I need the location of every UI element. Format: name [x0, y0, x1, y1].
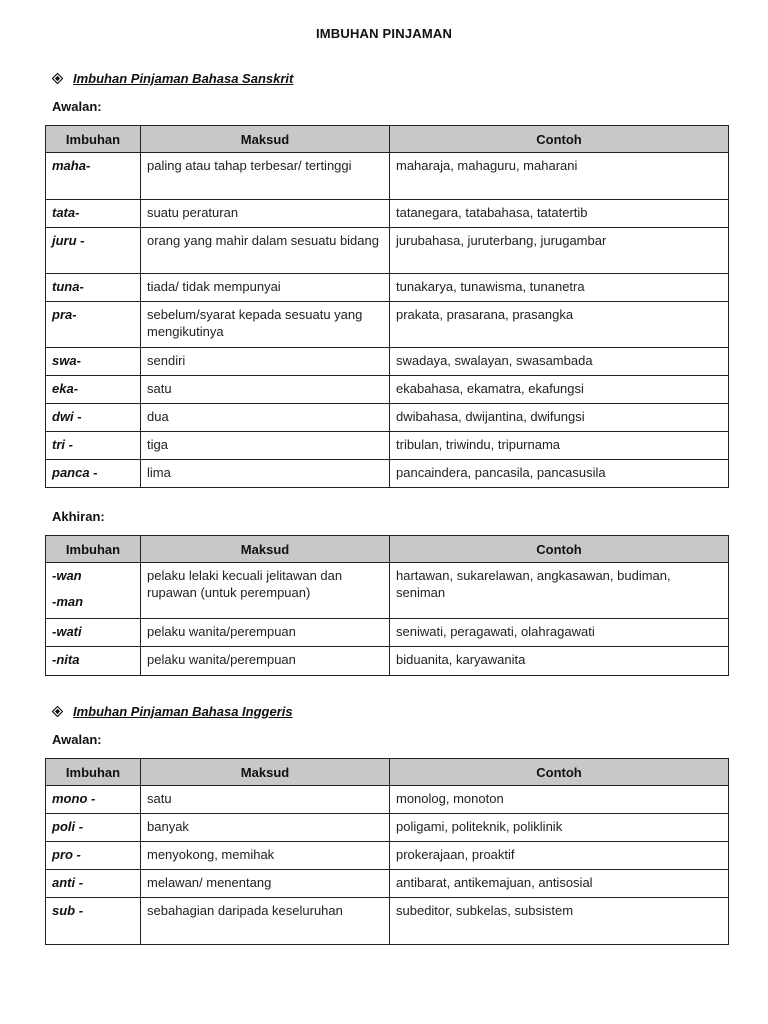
examples-cell: antibarat, antikemajuan, antisosial [390, 870, 729, 898]
group-label-awalan: Awalan: [52, 99, 102, 114]
table-row [46, 200, 729, 228]
examples-cell: prokerajaan, proaktif [390, 842, 729, 870]
section-heading-text: Imbuhan Pinjaman Bahasa Sanskrit [73, 71, 294, 86]
examples-cell: maharaja, mahaguru, maharani [390, 153, 729, 200]
examples-cell: monolog, monoton [390, 786, 729, 814]
meaning-cell: sebahagian daripada keseluruhan [141, 898, 390, 945]
group-label-awalan: Awalan: [52, 732, 102, 747]
table-row [46, 460, 729, 488]
affix-text: pro - [52, 847, 81, 862]
examples-cell: tatanegara, tatabahasa, tatatertib [390, 200, 729, 228]
diamond-bullet-icon [52, 706, 63, 717]
meaning-cell: sebelum/syarat kepada sesuatu yang mengikutinya [141, 302, 390, 348]
affix-cell [46, 460, 141, 488]
meaning-header: Maksud [141, 536, 390, 563]
examples-cell: ekabahasa, ekamatra, ekafungsi [390, 376, 729, 404]
meaning-cell: orang yang mahir dalam sesuatu bidang [141, 228, 390, 274]
examples-cell: biduanita, karyawanita [390, 647, 729, 676]
affix-text: panca - [52, 465, 98, 480]
examples-cell: tunakarya, tunawisma, tunanetra [390, 274, 729, 302]
table-row [46, 563, 729, 619]
meaning-cell: paling atau tahap terbesar/ tertinggi [141, 153, 390, 200]
affix-cell [46, 432, 141, 460]
meaning-cell: pelaku lelaki kecuali jelitawan dan rupawan (untuk perempuan) [141, 563, 390, 619]
affix-cell [46, 814, 141, 842]
meaning-cell: satu [141, 376, 390, 404]
affix-text: mono - [52, 791, 96, 806]
table-row [46, 619, 729, 647]
table-row [46, 228, 729, 274]
table-row [46, 814, 729, 842]
affix-cell [46, 153, 141, 200]
affix-text: dwi - [52, 409, 82, 424]
examples-cell: hartawan, sukarelawan, angkasawan, budiman, seniman [390, 563, 729, 619]
affix-cell [46, 376, 141, 404]
meaning-header: Maksud [141, 759, 390, 786]
meaning-cell: banyak [141, 814, 390, 842]
affix-text: poli - [52, 819, 84, 834]
table-row [46, 302, 729, 348]
affix-header: Imbuhan [46, 536, 141, 563]
meaning-cell: menyokong, memihak [141, 842, 390, 870]
affix-text: anti - [52, 875, 84, 890]
affix-cell [46, 619, 141, 647]
meaning-cell: dua [141, 404, 390, 432]
examples-cell: subeditor, subkelas, subsistem [390, 898, 729, 945]
affix-cell [46, 842, 141, 870]
section-heading-sanskrit [52, 71, 293, 86]
table-row [46, 404, 729, 432]
examples-cell: swadaya, swalayan, swasambada [390, 348, 729, 376]
examples-cell: pancaindera, pancasila, pancasusila [390, 460, 729, 488]
affix-text: tuna- [52, 279, 84, 294]
affix-cell [46, 870, 141, 898]
meaning-cell: suatu peraturan [141, 200, 390, 228]
section-heading-text: Imbuhan Pinjaman Bahasa Inggeris [73, 704, 293, 719]
table-row [46, 376, 729, 404]
affix-text: maha- [52, 158, 91, 173]
affix-header: Imbuhan [46, 759, 141, 786]
meaning-cell: tiga [141, 432, 390, 460]
examples-cell: seniwati, peragawati, olahragawati [390, 619, 729, 647]
table-row [46, 898, 729, 945]
affix-cell [46, 228, 141, 274]
examples-header: Contoh [390, 759, 729, 786]
affix-text: pra- [52, 307, 77, 322]
examples-cell: tribulan, triwindu, tripurnama [390, 432, 729, 460]
affix-text: -wati [52, 624, 82, 639]
affix-cell [46, 274, 141, 302]
meaning-cell: pelaku wanita/perempuan [141, 647, 390, 676]
affix-text: sub - [52, 903, 84, 918]
sanskrit-akhiran-table [45, 535, 729, 676]
affix-text: juru - [52, 233, 85, 248]
table-header-row [46, 759, 729, 786]
affix-cell [46, 563, 141, 619]
meaning-cell: satu [141, 786, 390, 814]
examples-cell: poligami, politeknik, poliklinik [390, 814, 729, 842]
table-header-row [46, 536, 729, 563]
table-row [46, 786, 729, 814]
affix-cell [46, 200, 141, 228]
meaning-cell: tiada/ tidak mempunyai [141, 274, 390, 302]
table-row [46, 153, 729, 200]
sanskrit-awalan-table [45, 125, 729, 488]
diamond-bullet-icon [52, 73, 63, 84]
table-header-row [46, 126, 729, 153]
section-heading-inggeris [52, 704, 293, 719]
table-row [46, 842, 729, 870]
meaning-cell: sendiri [141, 348, 390, 376]
affix-header: Imbuhan [46, 126, 141, 153]
table-row [46, 432, 729, 460]
affix-text: -man [52, 594, 84, 609]
affix-cell [46, 404, 141, 432]
affix-cell [46, 647, 141, 676]
affix-text: eka- [52, 381, 79, 396]
inggeris-awalan-table [45, 758, 729, 945]
examples-cell: dwibahasa, dwijantina, dwifungsi [390, 404, 729, 432]
meaning-header: Maksud [141, 126, 390, 153]
examples-cell: jurubahasa, juruterbang, jurugambar [390, 228, 729, 274]
table-row [46, 274, 729, 302]
examples-cell: prakata, prasarana, prasangka [390, 302, 729, 348]
affix-text: -nita [52, 652, 80, 667]
affix-cell [46, 786, 141, 814]
meaning-cell: melawan/ menentang [141, 870, 390, 898]
affix-cell [46, 302, 141, 348]
table-row [46, 348, 729, 376]
table-row [46, 647, 729, 676]
affix-cell [46, 898, 141, 945]
page-title: IMBUHAN PINJAMAN [315, 26, 453, 41]
affix-cell [46, 348, 141, 376]
group-label-akhiran: Akhiran: [52, 509, 105, 524]
affix-text: swa- [52, 353, 81, 368]
meaning-cell: lima [141, 460, 390, 488]
examples-header: Contoh [390, 536, 729, 563]
affix-text: tri - [52, 437, 73, 452]
affix-text: -wan [52, 568, 82, 583]
examples-header: Contoh [390, 126, 729, 153]
meaning-cell: pelaku wanita/perempuan [141, 619, 390, 647]
table-row [46, 870, 729, 898]
affix-text: tata- [52, 205, 80, 220]
